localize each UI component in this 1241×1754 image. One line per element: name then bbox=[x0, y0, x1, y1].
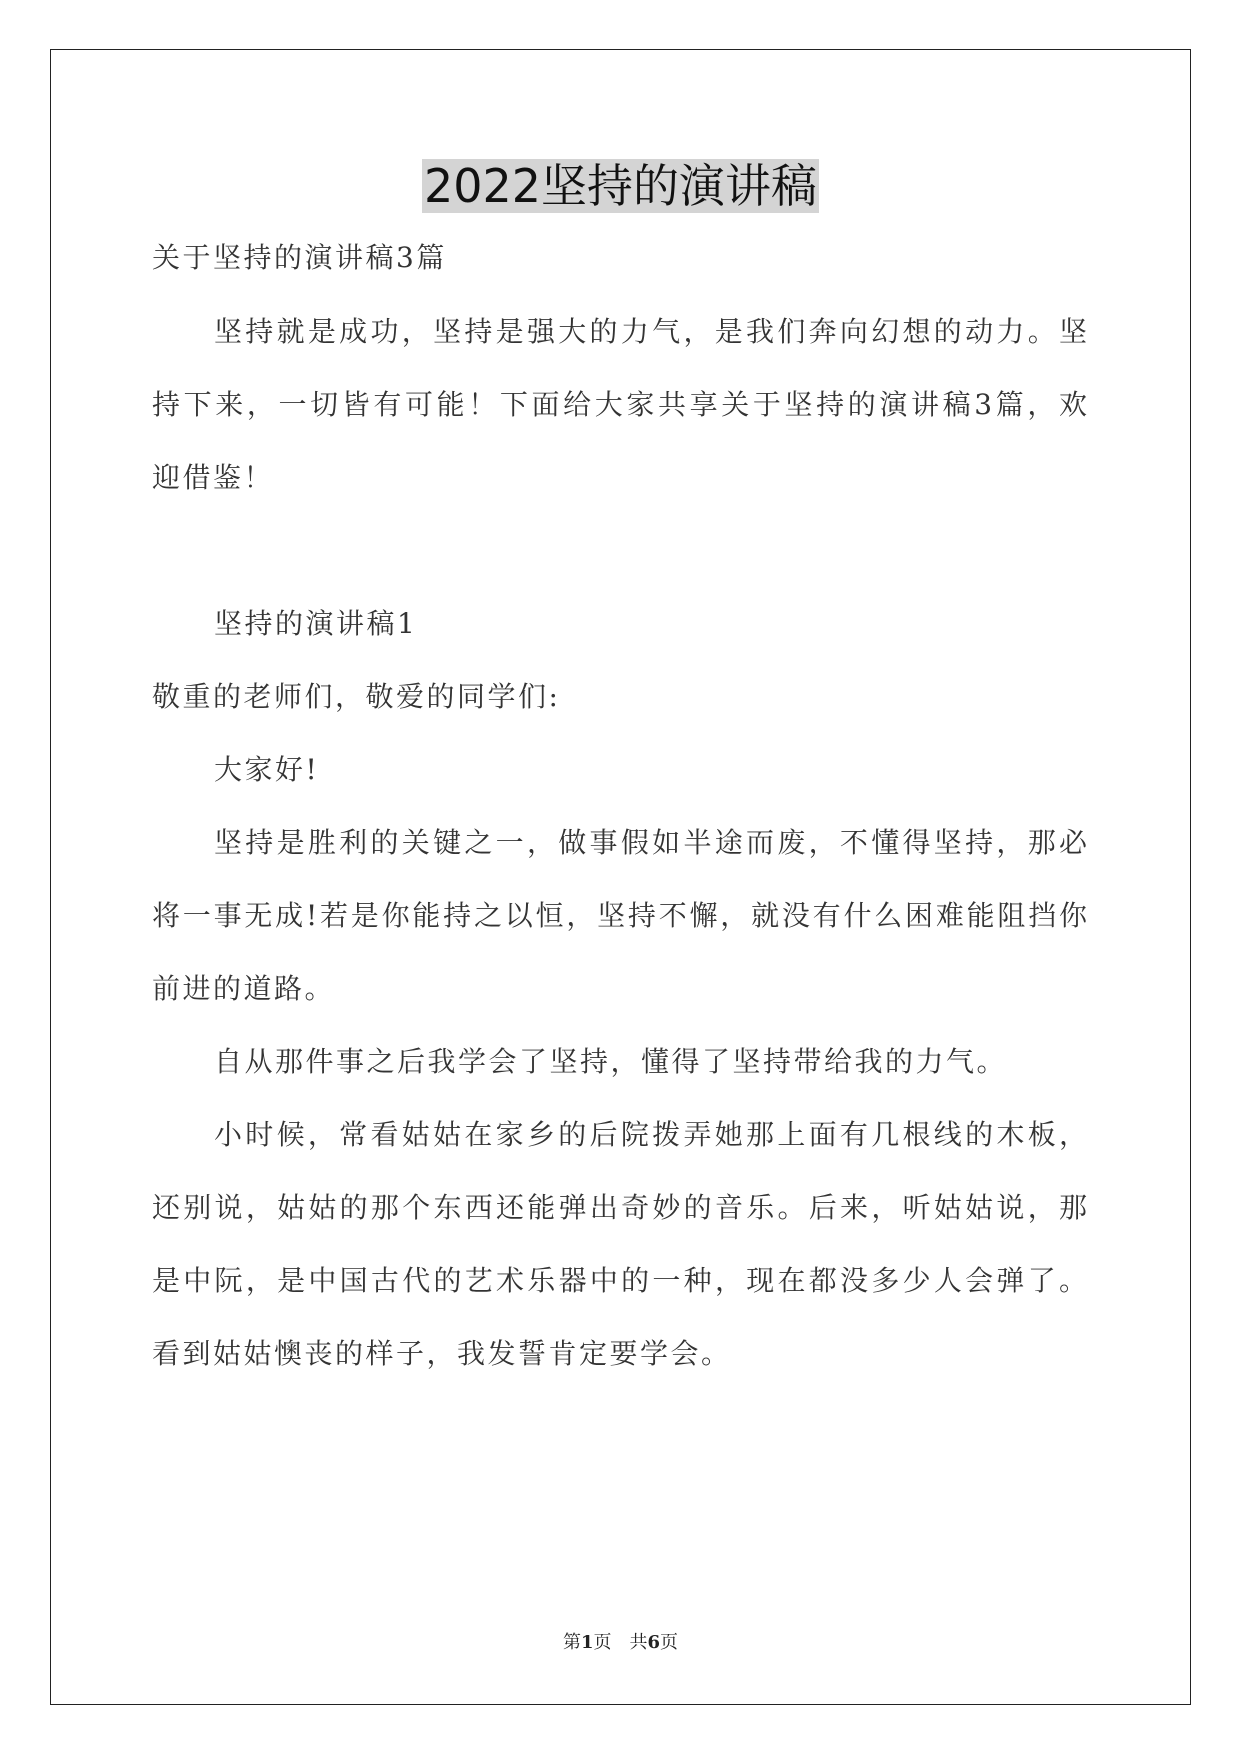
page-footer bbox=[0, 1631, 1241, 1655]
paragraph3-line-2: 还别说，姑姑的那个东西还能弹出奇妙的音乐。后来，听姑姑说，那 bbox=[152, 1191, 1087, 1224]
paragraph1-line-1: 坚持是胜利的关键之一，做事假如半途而废，不懂得坚持，那必 bbox=[214, 826, 1087, 859]
footer-page-prefix: 第 bbox=[562, 1632, 581, 1653]
footer-page-current: 1 bbox=[580, 1632, 594, 1653]
paragraph3-line-4: 看到姑姑懊丧的样子，我发誓肯定要学会。 bbox=[152, 1337, 732, 1370]
document-subtitle: 关于坚持的演讲稿3篇 bbox=[152, 241, 447, 274]
footer-page-mid: 页 共 bbox=[593, 1632, 648, 1653]
paragraph1-line-3: 前进的道路。 bbox=[152, 972, 336, 1005]
paragraph3-line-1: 小时候，常看姑姑在家乡的后院拨弄她那上面有几根线的木板， bbox=[214, 1118, 1087, 1151]
paragraph3-line-3: 是中阮，是中国古代的艺术乐器中的一种，现在都没多少人会弹了。 bbox=[152, 1264, 1087, 1297]
page-border bbox=[50, 49, 1191, 1705]
paragraph1-line-2: 将一事无成!若是你能持之以恒，坚持不懈，就没有什么困难能阻挡你 bbox=[152, 899, 1087, 932]
footer-page-suffix: 页 bbox=[660, 1632, 679, 1653]
intro-line-2: 持下来，一切皆有可能！下面给大家共享关于坚持的演讲稿3篇，欢 bbox=[152, 388, 1087, 421]
intro-line-3: 迎借鉴！ bbox=[152, 461, 275, 494]
document-title-text: 2022坚持的演讲稿 bbox=[423, 159, 818, 213]
salutation: 敬重的老师们，敬爱的同学们: bbox=[152, 680, 561, 713]
footer-page-total: 6 bbox=[647, 1632, 661, 1653]
intro-line-1: 坚持就是成功，坚持是强大的力气，是我们奔向幻想的动力。坚 bbox=[214, 315, 1087, 348]
document-title bbox=[0, 158, 1241, 214]
greeting: 大家好! bbox=[214, 753, 320, 786]
paragraph2-line-1: 自从那件事之后我学会了坚持，懂得了坚持带给我的力气。 bbox=[214, 1045, 1008, 1078]
section-heading: 坚持的演讲稿1 bbox=[214, 607, 418, 640]
